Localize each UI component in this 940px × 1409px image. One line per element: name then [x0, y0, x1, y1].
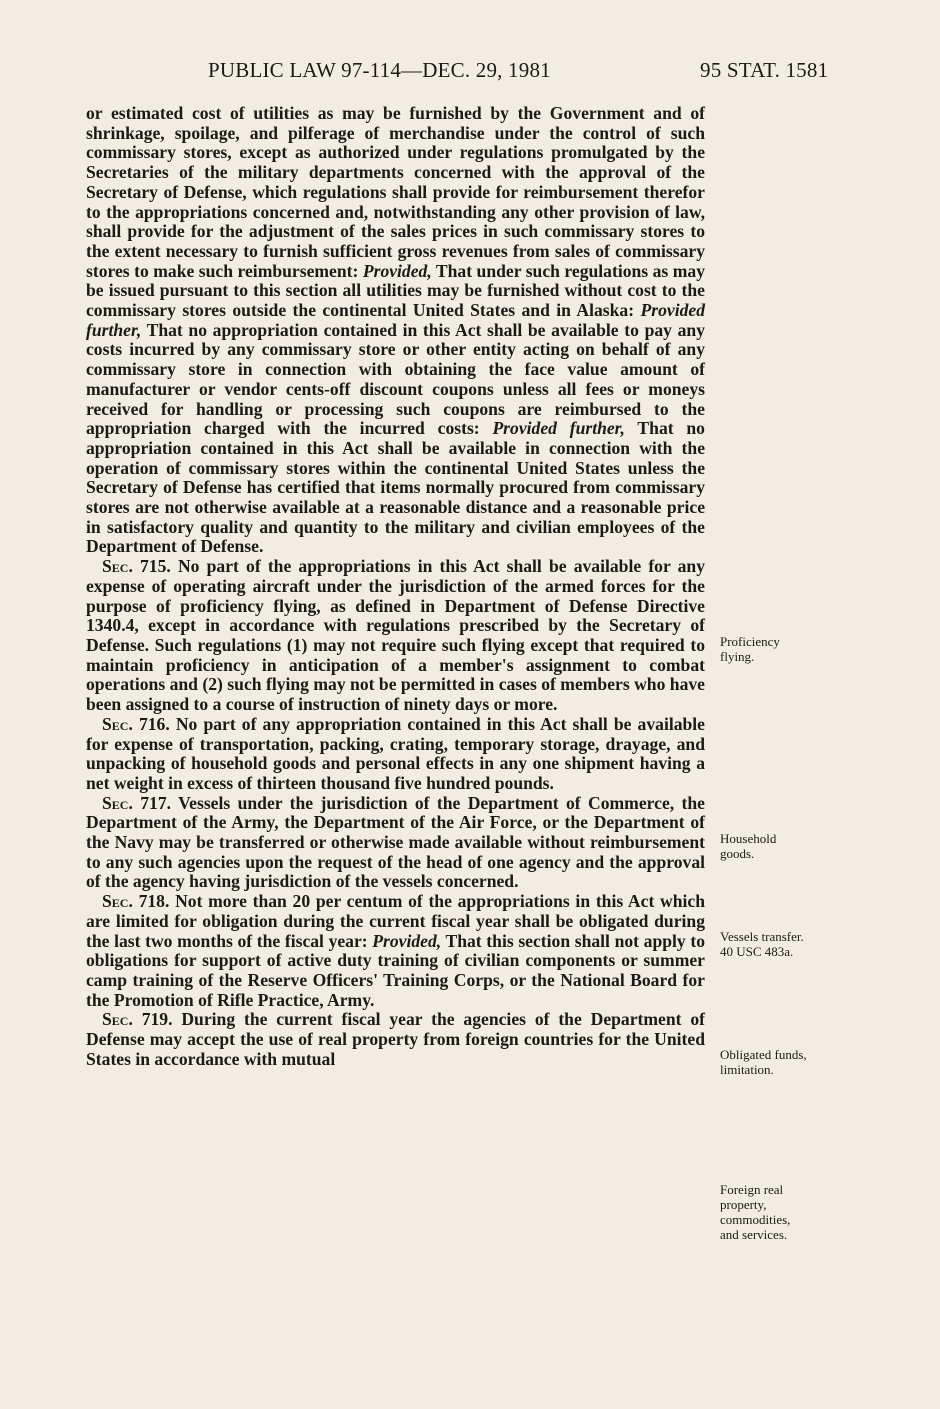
section-716: Sec. 716. No part of any appropriation contained in this Act shall be available for expense of transportation, packing, crating, temporary storage, drayage, and unpacking of household goods and personal effects in any one shipment having a net weight in excess of thirteen thousand five hundred pounds.	[86, 713, 705, 793]
margin-note-foreign-real-property: Foreign real property, commodities, and services.	[720, 1182, 791, 1242]
paragraph-commissary: or estimated cost of utilities as may be furnished by the Government and of shrinkage, spoilage, and pilferage of merchandise under the control of such commissary stores, except as authorized under regulations promulgated by the Secretaries of the military departments concerned with the approval of the Secretary of Defense, which regulations shall provide for reimbursement therefor to the appropriations concerned and, notwithstanding any other provision of law, shall provide for the adjustment of the sales prices in such commissary stores to the extent necessary to furnish sufficient gross revenues from sales of commissary stores to make such reimbursement: Provided, That under such regulations as may be issued pursuant to this section all utilities may be furnished without cost to the commissary stores outside the continental United States and in Alaska: Provided further, That no appropriation contained in this Act shall be available to pay any costs incurred by any commissary store or other entity acting on behalf of any commissary store in connection with obtaining the face value amount of manufacturer or vendor cents-off discount coupons unless all fees or moneys received for handling or processing such coupons are reimbursed to the appropriation charged with the incurred costs: Provided further, That no appropriation contained in this Act shall be available in connection with the operation of commissary stores within the continental United States unless the Secretary of Defense has certified that items normally procured from commissary stores are not otherwise available at a reasonable distance and a reasonable price in satisfactory quality and quantity to the military and civilian employees of the Department of Defense.	[86, 103, 706, 557]
margin-note-obligated-funds: Obligated funds, limitation.	[720, 1047, 807, 1077]
section-719: Sec. 719. During the current fiscal year the agencies of the Department of Defense may accept the use of real property from foreign countries for the United States in accordance with mutual	[86, 1009, 705, 1069]
section-718: Sec. 718. Not more than 20 per centum of the appropriations in this Act which are limited for obligation during the current fiscal year shall be obligated during the last two months of the fiscal year: Provided, That this section shall not apply to obligations for support of active duty training of civilian components or summer camp training of the Reserve Officers' Training Corps, or the National Board for the Promotion of Rifle Practice, Army.	[86, 891, 705, 1010]
statute-page-number: 95 STAT. 1581	[700, 58, 829, 82]
margin-note-vessels-transfer: Vessels transfer. 40 USC 483a.	[720, 929, 804, 959]
section-715: Sec. 715. No part of the appropriations in this Act shall be available for any expense of operating aircraft under the jurisdiction of the armed forces for the purpose of proficiency flying, as defined in Department of Defense Directive 1340.4, except in accordance with regulations prescribed by the Secretary of Defense. Such regulations (1) may not require such flying except that required to maintain proficiency in anticipation of a member's assignment to combat operations and (2) such flying may not be permitted in cases of members who have been assigned to a course of instruction of ninety days or more.	[86, 556, 705, 715]
margin-note-proficiency-flying: Proficiency flying.	[720, 634, 780, 664]
page-header	[0, 58, 940, 88]
header-title: PUBLIC LAW 97-114—DEC. 29, 1981	[208, 58, 551, 82]
margin-note-household-goods: Household goods.	[720, 831, 777, 861]
section-717: Sec. 717. Vessels under the jurisdiction of the Department of Commerce, the Department of the Army, the Department of the Air Force, or the Department of the Navy may be transferred or otherwise made available without reimbursement to any such agencies upon the request of the head of one agency and the approval of the agency having jurisdiction of the vessels concerned.	[86, 792, 705, 892]
body-text	[86, 104, 705, 1069]
